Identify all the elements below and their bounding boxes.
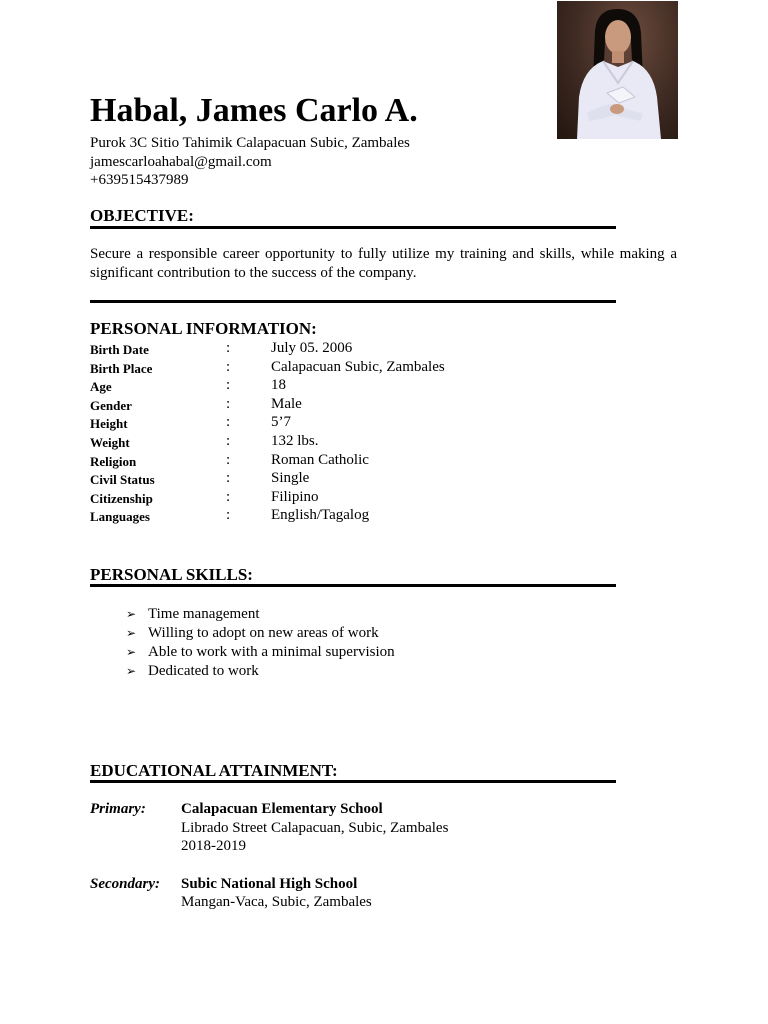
info-label: Civil Status bbox=[90, 472, 155, 487]
primary-school-years: 2018-2019 bbox=[181, 838, 246, 854]
info-value: 132 lbs. bbox=[271, 433, 319, 449]
info-value: 18 bbox=[271, 377, 286, 393]
info-label: Height bbox=[90, 416, 128, 431]
info-separator: : bbox=[226, 470, 231, 486]
skill-text: Willing to adopt on new areas of work bbox=[148, 625, 379, 641]
address-text: Purok 3C Sitio Tahimik Calapacuan Subic, Zambales bbox=[90, 135, 410, 151]
info-value: Calapacuan Subic, Zambales bbox=[271, 359, 445, 375]
info-label: Birth Date bbox=[90, 342, 149, 357]
section-divider bbox=[90, 300, 616, 303]
info-row-age bbox=[90, 377, 610, 396]
skills-heading: PERSONAL SKILLS: bbox=[90, 565, 253, 584]
info-value: Single bbox=[271, 470, 310, 486]
info-label: Birth Place bbox=[90, 361, 153, 376]
list-item bbox=[126, 663, 259, 682]
info-value: 5’7 bbox=[271, 414, 291, 430]
info-row-birth-date bbox=[90, 340, 610, 359]
info-value: July 05. 2006 bbox=[271, 340, 353, 356]
info-row-weight bbox=[90, 433, 610, 452]
secondary-level-label: Secondary: bbox=[90, 876, 160, 892]
info-label: Weight bbox=[90, 435, 130, 450]
info-label: Religion bbox=[90, 454, 137, 469]
info-label: Gender bbox=[90, 398, 132, 413]
info-separator: : bbox=[226, 359, 231, 375]
skill-text: Able to work with a minimal supervision bbox=[148, 644, 395, 660]
info-value: Male bbox=[271, 396, 302, 412]
info-row-height bbox=[90, 414, 610, 433]
info-label: Languages bbox=[90, 509, 150, 524]
arrow-bullet-icon: ➢ bbox=[126, 645, 137, 659]
info-row-religion bbox=[90, 452, 610, 471]
info-separator: : bbox=[226, 433, 231, 449]
secondary-school-name: Subic National High School bbox=[181, 876, 358, 892]
section-divider bbox=[90, 226, 616, 229]
info-row-citizenship bbox=[90, 489, 610, 508]
objective-text: Secure a responsible career opportunity to fully utilize my training and skills, while making a significant contribution to the success of the company. bbox=[90, 246, 677, 281]
list-item bbox=[126, 606, 260, 625]
info-separator: : bbox=[226, 507, 231, 523]
arrow-bullet-icon: ➢ bbox=[126, 626, 137, 640]
info-value: Filipino bbox=[271, 489, 319, 505]
info-separator: : bbox=[226, 414, 231, 430]
personal-info-heading: PERSONAL INFORMATION: bbox=[90, 319, 317, 338]
primary-level-label: Primary: bbox=[90, 801, 146, 817]
section-divider bbox=[90, 780, 616, 783]
list-item bbox=[126, 644, 395, 663]
info-row-civil-status bbox=[90, 470, 610, 489]
objective-heading: OBJECTIVE: bbox=[90, 206, 194, 225]
info-value: Roman Catholic bbox=[271, 452, 369, 468]
primary-school-address: Librado Street Calapacuan, Subic, Zambales bbox=[181, 820, 449, 836]
arrow-bullet-icon: ➢ bbox=[126, 664, 137, 678]
applicant-name: Habal, James Carlo A. bbox=[90, 92, 418, 129]
info-label: Citizenship bbox=[90, 491, 153, 506]
email-text: jamescarloahabal@gmail.com bbox=[90, 154, 272, 170]
info-row-gender bbox=[90, 396, 610, 415]
phone-text: +639515437989 bbox=[90, 172, 189, 188]
info-separator: : bbox=[226, 340, 231, 356]
secondary-school-address: Mangan-Vaca, Subic, Zambales bbox=[181, 894, 372, 910]
arrow-bullet-icon: ➢ bbox=[126, 607, 137, 621]
info-row-birth-place bbox=[90, 359, 610, 378]
section-divider bbox=[90, 584, 616, 587]
education-heading: EDUCATIONAL ATTAINMENT: bbox=[90, 761, 338, 780]
info-value: English/Tagalog bbox=[271, 507, 370, 523]
info-separator: : bbox=[226, 396, 231, 412]
info-separator: : bbox=[226, 489, 231, 505]
skill-text: Time management bbox=[148, 606, 260, 622]
portrait-photo-icon bbox=[557, 1, 678, 139]
skill-text: Dedicated to work bbox=[148, 663, 259, 679]
info-row-languages bbox=[90, 507, 610, 526]
profile-photo bbox=[557, 1, 678, 139]
info-label: Age bbox=[90, 379, 112, 394]
info-separator: : bbox=[226, 452, 231, 468]
primary-school-name: Calapacuan Elementary School bbox=[181, 801, 383, 817]
info-separator: : bbox=[226, 377, 231, 393]
list-item bbox=[126, 625, 379, 644]
